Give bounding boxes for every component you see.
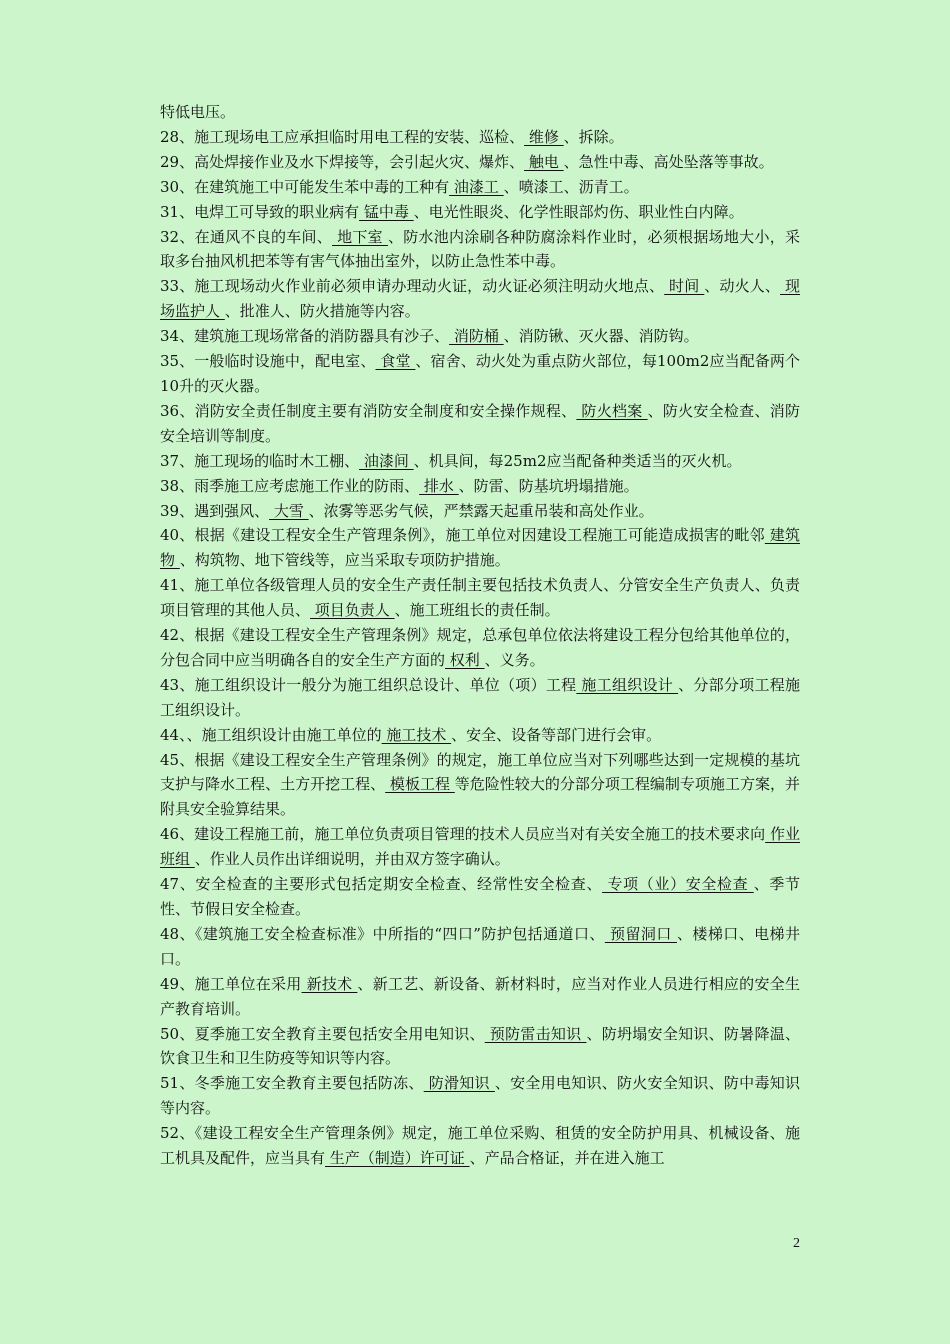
question-text: 、施工班组长的责任制。 (394, 601, 560, 620)
question-text: 、季节性、节假日安全检查。 (160, 875, 800, 918)
question-text: 、防雷、防基坑坍塌措施。 (458, 476, 639, 495)
question-text: 36、消防安全责任制度主要有消防安全制度和安全操作规程、 (160, 401, 577, 420)
question-paragraph (160, 972, 800, 1022)
question-paragraph (160, 349, 800, 399)
answer-blank: 油漆工 (449, 177, 504, 196)
question-text: 、机具间，每25m2应当配备种类适当的灭火机。 (413, 451, 742, 470)
question-text: 、急性中毒、高处坠落等事故。 (563, 152, 774, 171)
question-paragraph (160, 1071, 800, 1121)
question-text: 、批准人、防火措施等内容。 (224, 302, 420, 321)
question-paragraph (160, 822, 800, 872)
answer-blank: 施工组织设计 (576, 675, 679, 694)
answer-blank: 锰中毒 (359, 202, 414, 221)
question-text: 42、根据《建设工程安全生产管理条例》规定，总承包单位依法将建设工程分包给其他单位的，分包合同中应当明确各自的安全生产方面的 (160, 626, 800, 669)
question-text: 、分部分项工程施工组织设计。 (160, 675, 800, 719)
question-text: 、安全、设备等部门进行会审。 (451, 725, 662, 744)
question-text: 、产品合格证，并在进入施工 (469, 1149, 665, 1168)
question-text: 28、施工现场电工应承担临时用电工程的安装、巡检、 (160, 127, 525, 146)
question-text: 31、电焊工可导致的职业病有 (160, 202, 360, 221)
answer-blank: 食堂 (375, 352, 416, 371)
answer-blank: 施工技术 (381, 725, 452, 744)
answer-blank: 排水 (419, 476, 459, 495)
question-paragraph (160, 324, 800, 349)
question-paragraph (160, 200, 800, 225)
question-text: 39、遇到强风、 (160, 501, 270, 520)
question-paragraph (160, 523, 800, 573)
question-paragraph (160, 623, 800, 673)
answer-blank: 作业班组 (160, 825, 800, 869)
answer-blank: 消防桶 (449, 327, 504, 346)
question-paragraph (160, 673, 800, 723)
question-text: 37、施工现场的临时木工棚、 (160, 451, 360, 470)
question-text: 、喷漆工、沥青工。 (503, 177, 639, 196)
question-text: 29、高处焊接作业及水下焊接等，会引起火灾、爆炸、 (160, 152, 525, 171)
question-text: 51、冬季施工安全教育主要包括防冻、 (160, 1074, 424, 1093)
question-text: 、楼梯口、电梯井口。 (160, 924, 800, 968)
answer-blank: 时间 (664, 277, 705, 296)
question-text: 48、《建筑施工安全检查标准》中所指的“四口”防护包括通道口、 (160, 924, 605, 943)
answer-blank: 新技术 (301, 974, 358, 993)
question-text: 40、根据《建设工程安全生产管理条例》，施工单位对因建设工程施工可能造成损害的毗邻 (160, 526, 765, 545)
question-text: 、浓雾等恶劣气候，严禁露天起重吊装和高处作业。 (308, 501, 654, 520)
answer-blank: 维修 (524, 127, 564, 146)
answer-blank: 预留洞口 (604, 924, 677, 943)
question-paragraph (160, 474, 800, 499)
question-paragraph (160, 872, 800, 922)
question-paragraph (160, 922, 800, 972)
question-paragraph (160, 748, 800, 823)
question-paragraph (160, 499, 800, 524)
question-paragraph (160, 1121, 800, 1171)
question-paragraph (160, 150, 800, 175)
question-text: 38、雨季施工应考虑施工作业的防雨、 (160, 476, 420, 495)
question-text: 50、夏季施工安全教育主要包括安全用电知识、 (160, 1024, 485, 1043)
question-text: 49、施工单位在采用 (160, 974, 302, 993)
question-text: 、防坍塌安全知识、防暑降温、饮食卫生和卫生防疫等知识等内容。 (160, 1024, 800, 1068)
question-text: 30、在建筑施工中可能发生苯中毒的工种有 (160, 177, 450, 196)
question-text: 32、在通风不良的车间、 (160, 227, 333, 246)
question-text: 43、施工组织设计一般分为施工组织总设计、单位（项）工程 (160, 675, 577, 694)
answer-blank: 防滑知识 (423, 1074, 495, 1093)
question-text: 等危险性较大的分部分项工程编制专项施工方案，并附具安全验算结果。 (160, 775, 800, 819)
question-text: 、防水池内涂刷各种防腐涂料作业时，必须根据场地大小，采取多台抽风机把苯等有害气体抽出室外，以防止急性苯中毒。 (160, 227, 800, 271)
question-text: 52、《建设工程安全生产管理条例》规定，施工单位采购、租赁的安全防护用具、机械设备、施工机具及配件，应当具有 (160, 1124, 800, 1168)
answer-blank: 项目负责人 (310, 601, 395, 620)
question-paragraph (160, 225, 800, 275)
question-text: 特低电压。 (160, 103, 236, 121)
answer-blank: 生产（制造）许可证 (325, 1149, 470, 1168)
question-paragraph (160, 449, 800, 474)
question-paragraph (160, 274, 800, 324)
answer-blank: 触电 (524, 152, 564, 171)
question-text: 、宿舍、动火处为重点防火部位，每100m2应当配备两个10升的灭火器。 (160, 352, 800, 395)
question-text: 、拆除。 (563, 127, 624, 146)
answer-blank: 现场监护人 (160, 277, 800, 321)
question-text: 41、施工单位各级管理人员的安全生产责任制主要包括技术负责人、分管安全生产负责人、负责项目管理的其他人员、 (160, 576, 800, 620)
question-text: 、电光性眼炎、化学性眼部灼伤、职业性白内障。 (413, 202, 744, 221)
question-text: 、消防锹、灭火器、消防钩。 (503, 327, 699, 346)
answer-blank: 权利 (445, 650, 485, 669)
answer-blank: 大雪 (269, 501, 309, 520)
answer-blank: 地下室 (332, 227, 388, 246)
question-text: 、作业人员作出详细说明，并由双方签字确认。 (194, 850, 510, 869)
answer-blank: 建筑物 (160, 526, 800, 570)
answer-blank: 模板工程 (385, 775, 455, 794)
question-text: 、安全用电知识、防火安全知识、防中毒知识等内容。 (160, 1074, 800, 1118)
question-paragraph (160, 399, 800, 449)
question-text: 、义务。 (484, 650, 545, 669)
answer-blank: 专项（业）安全检查 (602, 875, 754, 894)
question-text: 、构筑物、地下管线等，应当采取专项防护措施。 (179, 551, 510, 570)
question-text: 、动火人、 (704, 277, 781, 296)
document-body (160, 100, 800, 1171)
question-paragraph (160, 125, 800, 150)
question-paragraph (160, 100, 800, 125)
question-paragraph (160, 573, 800, 623)
question-text: 34、建筑施工现场常备的消防器具有沙子、 (160, 327, 450, 346)
answer-blank: 防火档案 (576, 401, 648, 420)
question-text: 、新工艺、新设备、新材料时，应当对作业人员进行相应的安全生产教育培训。 (160, 974, 800, 1018)
answer-blank: 油漆间 (359, 451, 414, 470)
question-text: 33、施工现场动火作业前必须申请办理动火证，动火证必须注明动火地点、 (160, 277, 665, 296)
question-text: 35、一般临时设施中，配电室、 (160, 352, 376, 371)
question-text: 46、建设工程施工前，施工单位负责项目管理的技术人员应当对有关安全施工的技术要求向 (160, 825, 766, 844)
answer-blank: 预防雷击知识 (484, 1024, 587, 1043)
question-paragraph (160, 175, 800, 200)
question-paragraph (160, 723, 800, 748)
question-paragraph (160, 1022, 800, 1072)
question-text: 、防火安全检查、消防安全培训等制度。 (160, 401, 800, 445)
page-number: 2 (793, 1236, 800, 1251)
question-text: 45、根据《建设工程安全生产管理条例》的规定，施工单位应当对下列哪些达到一定规模的基坑支护与降水工程、土方开挖工程、 (160, 750, 800, 794)
question-text: 44、、施工组织设计由施工单位的 (160, 725, 382, 744)
question-text: 47、安全检查的主要形式包括定期安全检查、经常性安全检查、 (160, 875, 603, 894)
